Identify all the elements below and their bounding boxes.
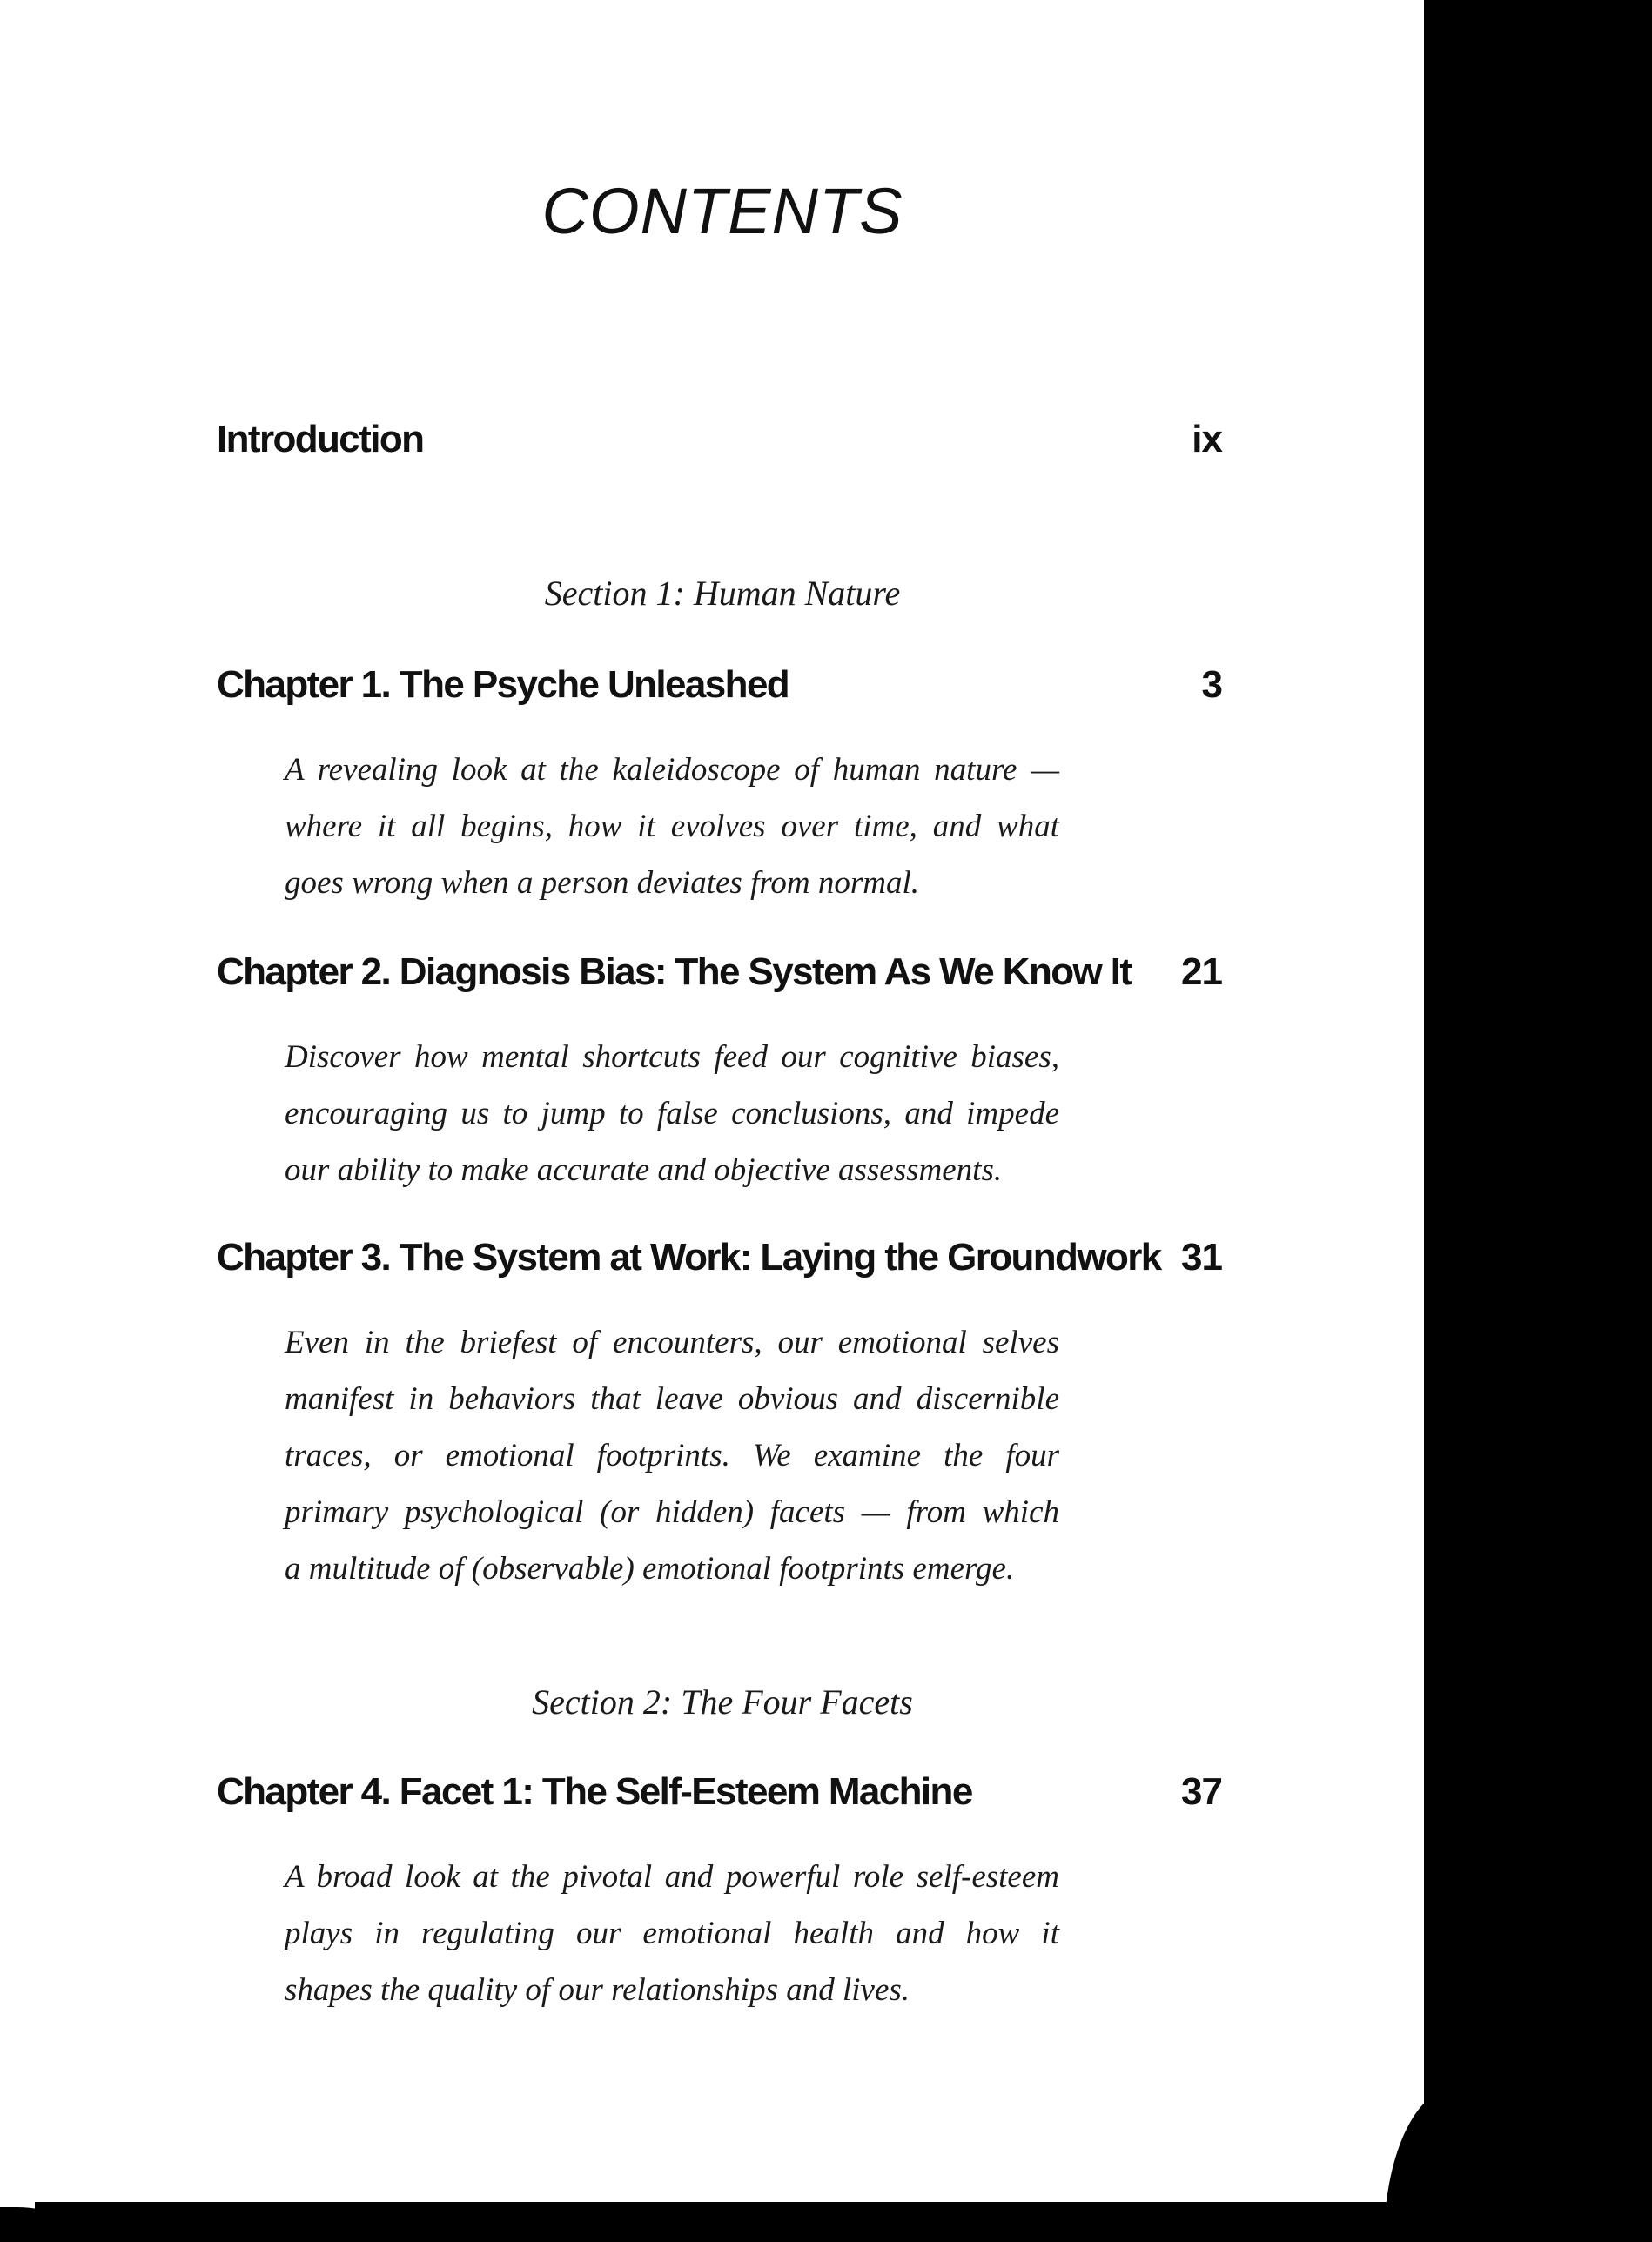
chapter-description bbox=[285, 1314, 1059, 1597]
toc-entry-label: Chapter 2. Diagnosis Bias: The System As We Know It bbox=[217, 950, 1132, 993]
description-line: where it all begins, how it evolves over time, and what bbox=[285, 809, 1059, 844]
description-line: traces, or emotional footprints. We examine the four bbox=[285, 1438, 1059, 1473]
description-line: manifest in behaviors that leave obvious and discernible bbox=[285, 1381, 1059, 1417]
chapter-description bbox=[285, 1849, 1059, 2018]
chapter-description bbox=[285, 742, 1059, 911]
description-line: our ability to make accurate and objective assessments. bbox=[285, 1152, 1003, 1188]
toc-entry-label: Chapter 1. The Psyche Unleashed bbox=[217, 663, 789, 706]
section-heading: Section 1: Human Nature bbox=[544, 574, 901, 613]
toc-entry-introduction[interactable] bbox=[217, 418, 1222, 461]
toc-page-number: ix bbox=[1192, 418, 1222, 460]
toc-entry-label: Chapter 4. Facet 1: The Self-Esteem Machine bbox=[217, 1770, 972, 1813]
scan-edge-bottom-left bbox=[0, 2207, 52, 2242]
description-line: shapes the quality of our relationships and lives. bbox=[285, 1972, 910, 2008]
section-heading: Section 2: The Four Facets bbox=[532, 1682, 913, 1722]
scan-edge-right bbox=[1424, 0, 1652, 2242]
description-line: A broad look at the pivotal and powerful role self-esteem bbox=[285, 1859, 1059, 1895]
toc-entry-chapter-1[interactable] bbox=[217, 663, 1222, 707]
toc-entry-chapter-4[interactable] bbox=[217, 1770, 1222, 1814]
toc-page-number: 37 bbox=[1181, 1770, 1222, 1813]
scan-edge-bottom bbox=[35, 2202, 1652, 2242]
page-title: CONTENTS bbox=[541, 175, 903, 247]
description-line: Even in the briefest of encounters, our emotional selves bbox=[285, 1325, 1059, 1360]
description-line: A revealing look at the kaleidoscope of human nature — bbox=[285, 752, 1059, 788]
description-line: encouraging us to jump to false conclusions, and impede bbox=[285, 1096, 1059, 1131]
description-line: plays in regulating our emotional health and how it bbox=[285, 1916, 1059, 1951]
toc-entry-label: Chapter 3. The System at Work: Laying the Groundwork bbox=[217, 1236, 1161, 1279]
description-line: Discover how mental shortcuts feed our cognitive biases, bbox=[285, 1039, 1059, 1075]
toc-entry-label: Introduction bbox=[217, 418, 424, 460]
toc-page-number: 21 bbox=[1181, 950, 1222, 993]
description-line: primary psychological (or hidden) facets — from which bbox=[285, 1494, 1059, 1530]
toc-entry-chapter-2[interactable] bbox=[217, 950, 1222, 994]
chapter-description bbox=[285, 1029, 1059, 1198]
toc-entry-chapter-3[interactable] bbox=[217, 1236, 1222, 1279]
toc-page-number: 31 bbox=[1181, 1236, 1222, 1279]
description-line: a multitude of (observable) emotional footprints emerge. bbox=[285, 1551, 1015, 1587]
description-line: goes wrong when a person deviates from normal. bbox=[285, 865, 919, 901]
toc-page-number: 3 bbox=[1201, 663, 1222, 706]
